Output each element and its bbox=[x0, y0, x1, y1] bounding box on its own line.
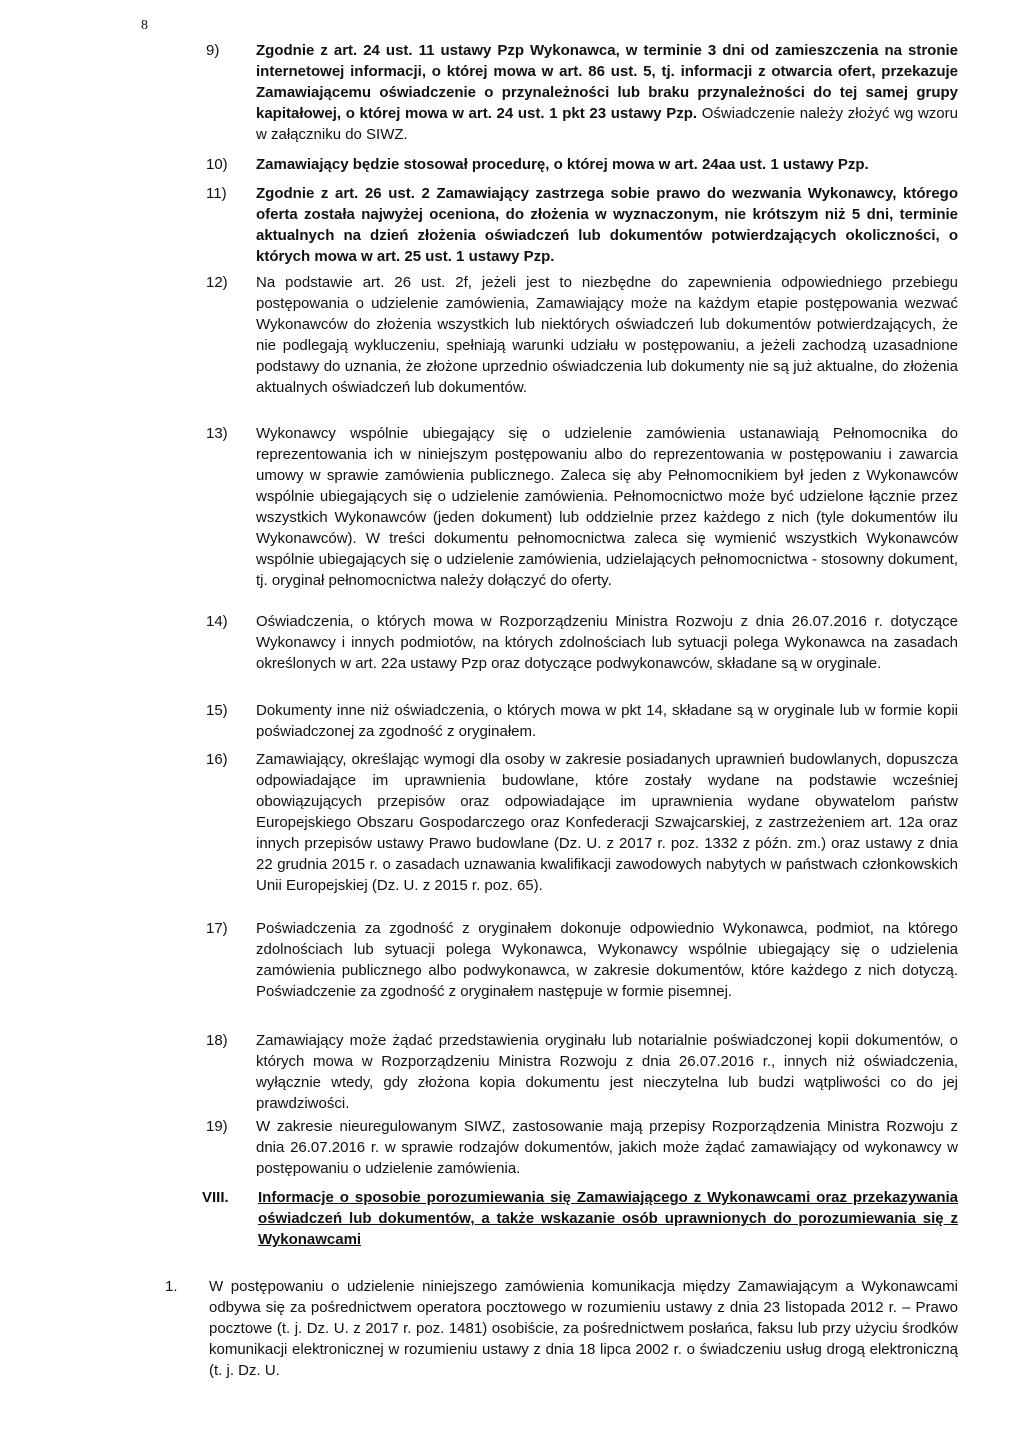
item-plain-text: W zakresie nieuregulowanym SIWZ, zastosowanie mają przepisy Rozporządzenia Ministra Rozwoju z dnia 26.07.2016 r. w sprawie rodzajów dokumentów, jakich może żądać zamawiający od wykonawcy w postępowaniu o udzielenie zamówienia. bbox=[256, 1118, 958, 1177]
list-item-12 bbox=[206, 272, 958, 398]
item-plain-text: Zamawiający, określając wymogi dla osoby w zakresie posiadanych uprawnień budowlanych, dopuszcza odpowiadające im uprawnienia budowlane, które zostały wydane na podstawie wcześniej obowiązujących przepisów oraz odpowiadające im uprawnienia wydane obywatelom państw Europejskiego Obszaru Gospodarczego oraz Konfederacji Szwajcarskiej, z zastrzeżeniem art. 12a oraz innych przepisów ustawy Prawo budowlane (Dz. U. z 2017 r. poz. 1332 z późn. zm.) oraz ustawy z dnia 22 grudnia 2015 r. o zasadach uznawania kwalifikacji zawodowych nabytych w państwach członkowskich Unii Europejskiej (Dz. U. z 2015 r. poz. 65). bbox=[256, 751, 958, 894]
item-text bbox=[256, 154, 958, 175]
page-number: 8 bbox=[141, 18, 148, 33]
list-item-11 bbox=[206, 183, 958, 267]
paragraph-1 bbox=[165, 1276, 958, 1381]
list-item-15 bbox=[206, 700, 958, 742]
item-number: 18) bbox=[206, 1032, 228, 1049]
item-number: 16) bbox=[206, 751, 228, 768]
item-number: 11) bbox=[206, 185, 227, 202]
list-item-13 bbox=[206, 423, 958, 591]
list-item-14 bbox=[206, 611, 958, 674]
item-number: 14) bbox=[206, 613, 228, 630]
item-number: 15) bbox=[206, 702, 228, 719]
paragraph-text: W postępowaniu o udzielenie niniejszego zamówienia komunikacja między Zamawiającym a Wykonawcami odbywa się za pośrednictwem operatora pocztowego w rozumieniu ustawy z dnia 23 listopada 2012 r. – Prawo pocztowe (t. j. Dz. U. z 2017 r. poz. 1481) osobiście, za pośrednictwem posłańca, faksu lub przy użyciu środków komunikacji elektronicznej w rozumieniu ustawy z dnia 18 lipca 2002 r. o świadczeniu usług drogą elektroniczną (t. j. Dz. U. bbox=[209, 1278, 958, 1379]
item-plain-text: Na podstawie art. 26 ust. 2f, jeżeli jest to niezbędne do zapewnienia odpowiedniego przebiegu postępowania o udzielenie zamówienia, Zamawiający może na każdym etapie postępowania wezwać Wykonawców do złożenia wszystkich lub niektórych oświadczeń lub dokumentów potwierdzających, że nie podlegają wykluczeniu, spełniają warunki udziału w postępowaniu, a jeżeli zachodzą uzasadnione podstawy do uznania, że złożone uprzednio oświadczenia lub dokumenty nie są już aktualne, do złożenia aktualnych oświadczeń lub dokumentów. bbox=[256, 274, 958, 396]
section-heading-viii bbox=[202, 1187, 958, 1250]
item-plain-text: Oświadczenia, o których mowa w Rozporządzeniu Ministra Rozwoju z dnia 26.07.2016 r. dotyczące Wykonawcy i innych podmiotów, na których zdolnościach lub sytuacji polega Wykonawca na zasadach określonych w art. 22a ustawy Pzp oraz dotyczące podwykonawców, składane są w oryginale. bbox=[256, 613, 958, 672]
item-plain-text: Zamawiający może żądać przedstawienia oryginału lub notarialnie poświadczonej kopii dokumentów, o których mowa w Rozporządzeniu Ministra Rozwoju z dnia 26.07.2016 r., innych niż oświadczenia, wyłącznie wtedy, gdy złożona kopia dokumentu jest nieczytelna lub budzi wątpliwości co do jej prawdziwości. bbox=[256, 1032, 958, 1112]
item-plain-text: Oświadczenie należy złożyć wg wzoru w załączniku do SIWZ. bbox=[256, 105, 958, 143]
item-number: 12) bbox=[206, 274, 228, 291]
item-text bbox=[256, 40, 958, 145]
item-number: 19) bbox=[206, 1118, 228, 1135]
item-text bbox=[256, 611, 958, 674]
item-number: 9) bbox=[206, 42, 220, 59]
item-plain-text: Wykonawcy wspólnie ubiegający się o udzielenie zamówienia ustanawiają Pełnomocnika do reprezentowania ich w niniejszym postępowaniu albo do reprezentowania w postępowaniu i zawarcia umowy w sprawie zamówienia publicznego. Zaleca się aby Pełnomocnikiem był jeden z Wykonawców wspólnie ubiegających się o udzielenie zamówienia. Pełnomocnictwo może być udzielone łącznie przez wszystkich Wykonawców (jeden dokument) lub oddzielnie przez każdego z nich (tyle dokumentów ilu Wykonawców). W treści dokumentu pełnomocnictwa zaleca się wymienić wszystkich Wykonawców wspólnie ubiegających się o udzielenie zamówienia, udzielających pełnomocnictwa - stosowny dokument, tj. oryginał pełnomocnictwa należy dołączyć do oferty. bbox=[256, 425, 958, 589]
list-item-18 bbox=[206, 1030, 958, 1114]
item-text bbox=[256, 749, 958, 896]
item-text bbox=[256, 1030, 958, 1114]
item-number: 10) bbox=[206, 156, 228, 173]
item-text bbox=[256, 272, 958, 398]
item-text bbox=[256, 700, 958, 742]
item-plain-text: Poświadczenia za zgodność z oryginałem dokonuje odpowiednio Wykonawca, podmiot, na którego zdolnościach lub sytuacji polega Wykonawca, Wykonawcy wspólnie ubiegający się o udzielenia zamówienia publicznego albo podwykonawca, w zakresie dokumentów, które każdego z nich dotyczą. Poświadczenie za zgodność z oryginałem następuje w formie pisemnej. bbox=[256, 920, 958, 1000]
item-bold-text: Zgodnie z art. 26 ust. 2 Zamawiający zastrzega sobie prawo do wezwania Wykonawcy, którego oferta została najwyżej oceniona, do złożenia w wyznaczonym, nie krótszym niż 5 dni, terminie aktualnych na dzień złożenia oświadczeń lub dokumentów potwierdzających okoliczności, o których mowa w art. 25 ust. 1 ustawy Pzp. bbox=[256, 185, 958, 265]
item-text bbox=[256, 1116, 958, 1179]
item-plain-text: Dokumenty inne niż oświadczenia, o których mowa w pkt 14, składane są w oryginale lub w formie kopii poświadczonej za zgodność z oryginałem. bbox=[256, 702, 958, 740]
list-item-9 bbox=[206, 40, 958, 145]
list-item-17 bbox=[206, 918, 958, 1002]
section-title: Informacje o sposobie porozumiewania się Zamawiającego z Wykonawcami oraz przekazywania oświadczeń lub dokumentów, a także wskazanie osób uprawnionych do porozumiewania się z Wykonawcami bbox=[258, 1189, 958, 1248]
item-text bbox=[256, 183, 958, 267]
item-text bbox=[256, 423, 958, 591]
item-bold-text: Zamawiający będzie stosował procedurę, o której mowa w art. 24aa ust. 1 ustawy Pzp. bbox=[256, 156, 869, 173]
item-number: 17) bbox=[206, 920, 228, 937]
list-item-19 bbox=[206, 1116, 958, 1179]
paragraph-number: 1. bbox=[165, 1278, 178, 1295]
item-text bbox=[256, 918, 958, 1002]
section-number: VIII. bbox=[202, 1189, 229, 1206]
list-item-16 bbox=[206, 749, 958, 896]
list-item-10 bbox=[206, 154, 958, 175]
item-bold-text: Zgodnie z art. 24 ust. 11 ustawy Pzp Wykonawca, w terminie 3 dni od zamieszczenia na stronie internetowej informacji, o której mowa w art. 86 ust. 5, tj. informacji z otwarcia ofert, przekazuje Zamawiającemu oświadczenie o przynależności lub braku przynależności do tej samej grupy kapitałowej, o której mowa w art. 24 ust. 1 pkt 23 ustawy Pzp. bbox=[256, 42, 958, 122]
item-number: 13) bbox=[206, 425, 228, 442]
